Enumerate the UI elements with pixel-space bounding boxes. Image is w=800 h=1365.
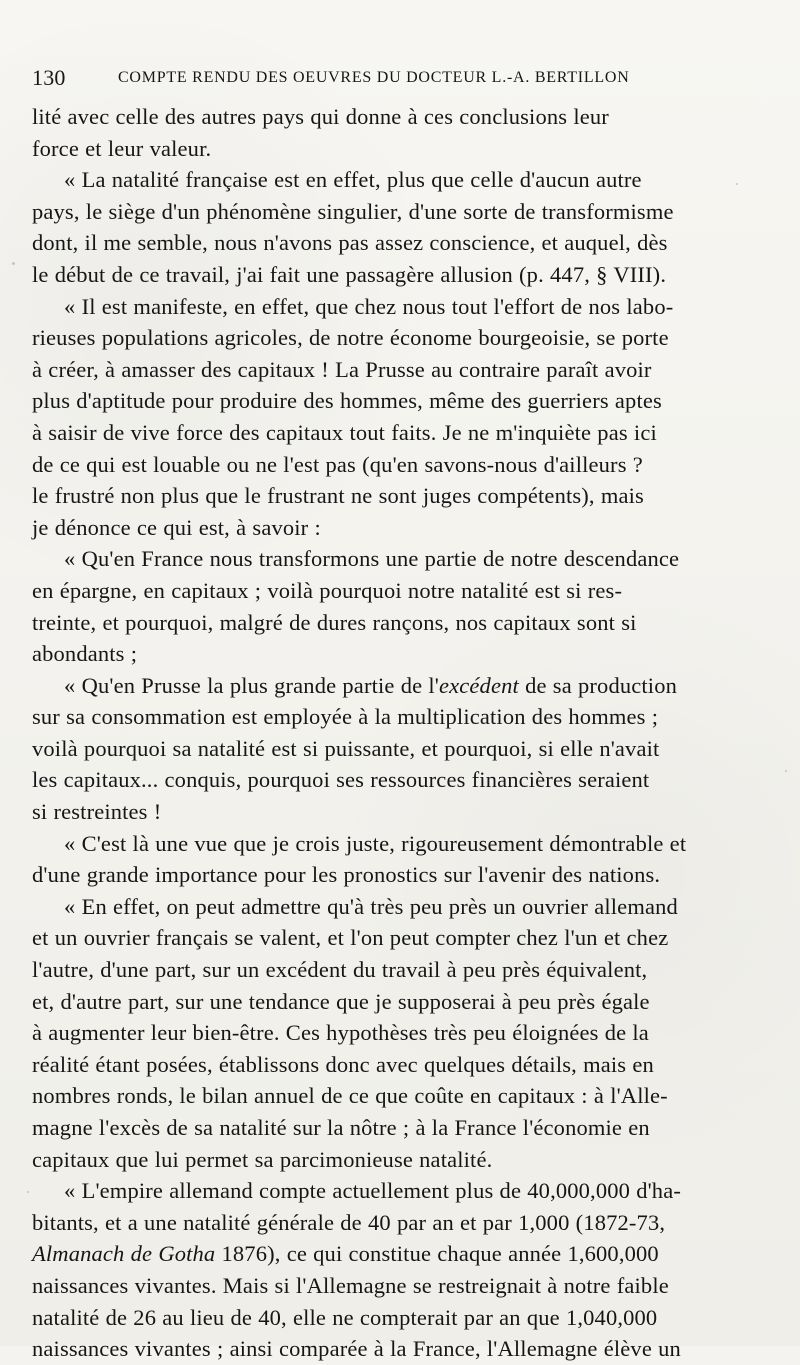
text-line: d'une grande importance pour les pronostics sur l'avenir des nations.	[32, 862, 661, 888]
text-line: les capitaux... conquis, pourquoi ses ressources financières seraient	[32, 767, 650, 793]
text-line: pays, le siège d'un phénomène singulier, d'une sorte de transformisme	[32, 198, 674, 224]
text-line: nombres ronds, le bilan annuel de ce que coûte en capitaux : à l'Alle-	[32, 1083, 668, 1109]
text-line: treinte, et pourquoi, malgré de dures rançons, nos capitaux sont si	[32, 609, 637, 635]
text-line: et un ouvrier français se valent, et l'on peut compter chez l'un et chez	[32, 925, 669, 951]
text-line: « L'empire allemand compte actuellement plus de 40,000,000 d'ha-	[64, 1178, 681, 1204]
text-line: force et leur valeur.	[32, 135, 212, 161]
text-line: magne l'excès de sa natalité sur la nôtre ; à la France l'économie en	[32, 1115, 650, 1140]
text-line: et, d'autre part, sur une tendance que je supposerai à peu près égale	[32, 988, 650, 1014]
text-line: naissances vivantes ; ainsi comparée à la France, l'Allemagne élève un	[32, 1336, 681, 1362]
text-line: « Qu'en France nous transformons une partie de notre descendance	[64, 546, 680, 572]
text-line: capitaux que lui permet sa parcimonieuse natalité.	[32, 1146, 493, 1172]
text-line: à créer, à amasser des capitaux ! La Prusse au contraire paraît avoir	[32, 356, 652, 382]
text-line: bitants, et a une natalité générale de 40 par an et par 1,000 (1872-73,	[32, 1209, 666, 1235]
text-line: « En effet, on peut admettre qu'à très peu près un ouvrier allemand	[64, 893, 678, 919]
text-line: en épargne, en capitaux ; voilà pourquoi notre natalité est si res-	[32, 577, 623, 603]
paper-speck	[12, 262, 15, 265]
text-line: « Il est manifeste, en effet, que chez nous tout l'effort de nos labo-	[64, 293, 674, 319]
text-line-with-italic	[32, 1238, 770, 1270]
text-line: lité avec celle des autres pays qui donne à ces conclusions leur	[32, 104, 609, 129]
text-segment: de sa production	[518, 672, 677, 698]
page-header	[32, 64, 770, 92]
paper-speck	[736, 183, 738, 185]
text-line: le début de ce travail, j'ai fait une passagère allusion (p. 447, § VIII).	[32, 261, 667, 287]
text-line: je dénonce ce qui est, à savoir :	[32, 514, 321, 540]
paper-speck	[785, 770, 787, 772]
text-line: natalité de 26 au lieu de 40, elle ne compterait par an que 1,040,000	[32, 1304, 658, 1330]
italic-term: excédent	[439, 672, 519, 698]
text-segment: 1876), ce qui constitue chaque année 1,600,000	[215, 1241, 659, 1267]
text-line: naissances vivantes. Mais si l'Allemagne se restreignait à notre faible	[32, 1272, 669, 1298]
text-line: abondants ;	[32, 641, 138, 667]
text-line: le frustré non plus que le frustrant ne sont juges compétents), mais	[32, 483, 644, 509]
text-line: rieuses populations agricoles, de notre économe bourgeoisie, se porte	[32, 325, 669, 351]
text-line: plus d'aptitude pour produire des hommes, même des guerriers aptes	[32, 388, 662, 414]
text-line: voilà pourquoi sa natalité est si puissante, et pourquoi, si elle n'avait	[32, 735, 660, 761]
body-text	[32, 101, 770, 1365]
text-line: « C'est là une vue que je crois juste, rigoureusement démontrable et	[64, 830, 687, 856]
text-line: l'autre, d'une part, sur un excédent du travail à peu près équivalent,	[32, 957, 648, 983]
text-line-with-italic	[32, 670, 770, 702]
page-number: 130	[32, 65, 66, 90]
text-line: de ce qui est louable ou ne l'est pas (qu'en savons-nous d'ailleurs ?	[32, 451, 643, 477]
text-segment: « Qu'en Prusse la plus grande partie de l'	[64, 672, 440, 698]
text-line: dont, il me semble, nous n'avons pas assez conscience, et auquel, dès	[32, 230, 668, 256]
paper-speck	[27, 1191, 29, 1193]
text-line: sur sa consommation est employée à la multiplication des hommes ;	[32, 704, 659, 730]
running-head: COMPTE RENDU DES OEUVRES DU DOCTEUR L.-A. BERTILLON	[118, 69, 630, 86]
text-line: « La natalité française est en effet, plus que celle d'aucun autre	[64, 167, 642, 193]
text-line: à augmenter leur bien-être. Ces hypothèses très peu éloignées de la	[32, 1020, 649, 1046]
text-line: si restreintes !	[32, 799, 162, 825]
text-line: réalité étant posées, établissons donc avec quelques détails, mais en	[32, 1051, 654, 1077]
italic-term: Almanach de Gotha	[32, 1241, 216, 1267]
text-line: à saisir de vive force des capitaux tout faits. Je ne m'inquiète pas ici	[32, 419, 657, 445]
